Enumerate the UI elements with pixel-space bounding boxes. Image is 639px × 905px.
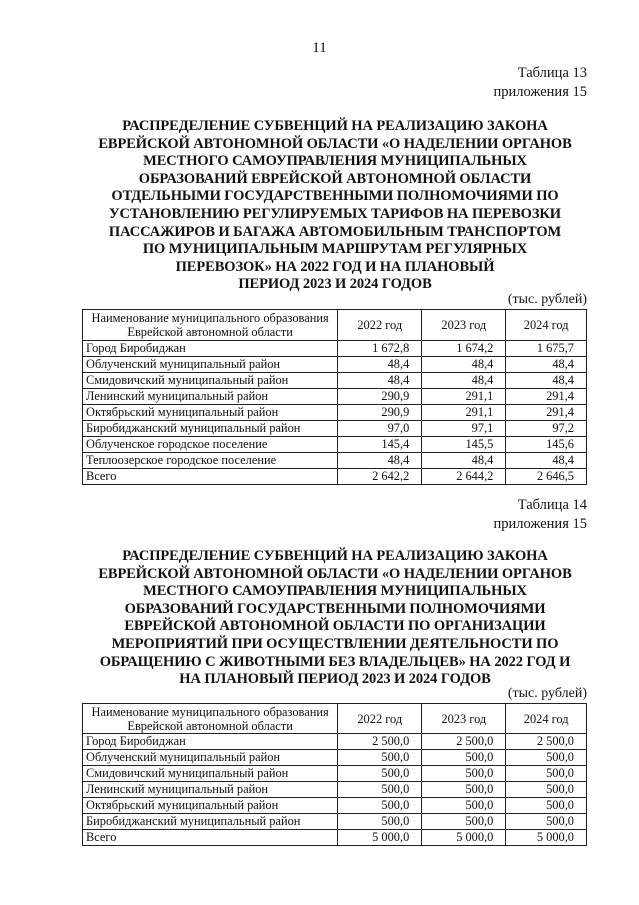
municipality-cell: Всего	[83, 830, 338, 846]
municipality-cell: Смидовичский муниципальный район	[83, 373, 338, 389]
value-2024: 48,4	[506, 373, 587, 389]
title-line: МЕСТНОГО САМОУПРАВЛЕНИЯ МУНИЦИПАЛЬНЫХ	[143, 583, 527, 600]
value-2022: 500,0	[338, 750, 422, 766]
value-2022: 2 500,0	[338, 734, 422, 750]
value-2022: 48,4	[338, 373, 422, 389]
table-row	[83, 782, 587, 798]
value-2024: 48,4	[506, 453, 587, 469]
value-2023: 145,5	[422, 437, 506, 453]
value-2024: 500,0	[506, 750, 587, 766]
value-2024: 500,0	[506, 782, 587, 798]
value-2023: 500,0	[422, 750, 506, 766]
table14-title	[80, 548, 590, 689]
header-2023: 2023 год	[422, 310, 506, 341]
value-2024: 500,0	[506, 798, 587, 814]
table-row	[83, 421, 587, 437]
municipality-cell: Смидовичский муниципальный район	[83, 766, 338, 782]
title-line: РАСПРЕДЕЛЕНИЕ СУБВЕНЦИЙ НА РЕАЛИЗАЦИЮ ЗАКОНА	[122, 548, 548, 564]
value-2022: 48,4	[338, 357, 422, 373]
title-line: ПАССАЖИРОВ И БАГАЖА АВТОМОБИЛЬНЫМ ТРАНСПОРТОМ	[108, 223, 562, 240]
table13-ref-line1: Таблица 13	[517, 65, 587, 81]
title-line: ПЕРЕВОЗОК» НА 2022 ГОД И НА ПЛАНОВЫЙ	[175, 258, 495, 275]
value-2023: 291,1	[422, 389, 506, 405]
table13-reference	[494, 64, 587, 102]
title-line: ЕВРЕЙСКОЙ АВТОНОМНОЙ ОБЛАСТИ «О НАДЕЛЕНИИ ОРГАНОВ	[98, 565, 572, 582]
table-row	[83, 469, 587, 485]
header-name	[83, 704, 338, 734]
title-line: РАСПРЕДЕЛЕНИЕ СУБВЕНЦИЙ НА РЕАЛИЗАЦИЮ ЗАКОНА	[122, 118, 548, 134]
table14	[82, 703, 587, 846]
value-2024: 2 500,0	[506, 734, 587, 750]
municipality-cell: Город Биробиджан	[83, 734, 338, 750]
title-line: УСТАНОВЛЕНИЮ РЕГУЛИРУЕМЫХ ТАРИФОВ НА ПЕРЕВОЗКИ	[108, 205, 561, 222]
table-row	[83, 389, 587, 405]
header-2022: 2022 год	[338, 310, 422, 341]
municipality-cell: Октябрьский муниципальный район	[83, 798, 338, 814]
table-row	[83, 453, 587, 469]
page-number: 11	[312, 40, 327, 56]
value-2022: 500,0	[338, 798, 422, 814]
municipality-cell: Облученский муниципальный район	[83, 750, 338, 766]
value-2024: 500,0	[506, 814, 587, 830]
table13-header-row	[83, 310, 587, 341]
value-2024: 500,0	[506, 766, 587, 782]
title-line: ОБРАЗОВАНИЙ ЕВРЕЙСКОЙ АВТОНОМНОЙ ОБЛАСТИ	[138, 170, 532, 187]
table-row	[83, 750, 587, 766]
value-2023: 97,1	[422, 421, 506, 437]
value-2022: 500,0	[338, 766, 422, 782]
value-2024: 5 000,0	[506, 830, 587, 846]
value-2022: 5 000,0	[338, 830, 422, 846]
title-line: ОТДЕЛЬНЫМИ ГОСУДАРСТВЕННЫМИ ПОЛНОМОЧИЯМИ ПО	[111, 188, 559, 205]
title-line: МЕРОПРИЯТИЙ ПРИ ОСУЩЕСТВЛЕНИИ ДЕЯТЕЛЬНОСТИ ПО	[111, 635, 559, 652]
value-2023: 500,0	[422, 782, 506, 798]
table13-title	[80, 118, 590, 294]
municipality-cell: Октябрьский муниципальный район	[83, 405, 338, 421]
header-name-line: Еврейской автономной области	[127, 718, 293, 733]
value-2022: 145,4	[338, 437, 422, 453]
title-line: ПЕРИОД 2023 И 2024 ГОДОВ	[238, 276, 432, 293]
table14-ref-line2: приложения 15	[493, 516, 587, 532]
municipality-cell: Облученский муниципальный район	[83, 357, 338, 373]
header-name	[83, 310, 338, 341]
value-2022: 290,9	[338, 405, 422, 421]
value-2022: 48,4	[338, 453, 422, 469]
table13-unit: (тыс. рублей)	[507, 292, 587, 307]
value-2023: 48,4	[422, 453, 506, 469]
header-2024: 2024 год	[506, 310, 587, 341]
municipality-cell: Биробиджанский муниципальный район	[83, 421, 338, 437]
value-2023: 48,4	[422, 373, 506, 389]
header-name-line: Наименование муниципального образования	[91, 704, 329, 719]
value-2023: 1 674,2	[422, 341, 506, 357]
value-2022: 500,0	[338, 814, 422, 830]
table-row	[83, 373, 587, 389]
municipality-cell: Облученское городское поселение	[83, 437, 338, 453]
value-2024: 1 675,7	[506, 341, 587, 357]
value-2024: 2 646,5	[506, 469, 587, 485]
title-line: ОБРАЗОВАНИЙ ГОСУДАРСТВЕННЫМИ ПОЛНОМОЧИЯМИ	[124, 600, 546, 617]
value-2022: 1 672,8	[338, 341, 422, 357]
table14-ref-line1: Таблица 14	[517, 497, 587, 513]
title-line: ОБРАЩЕНИЮ С ЖИВОТНЫМИ БЕЗ ВЛАДЕЛЬЦЕВ» НА 2022 ГОД И	[99, 653, 571, 670]
title-line: ЕВРЕЙСКОЙ АВТОНОМНОЙ ОБЛАСТИ ПО ОРГАНИЗАЦИИ	[124, 618, 546, 635]
table-row	[83, 830, 587, 846]
municipality-cell: Теплоозерское городское поселение	[83, 453, 338, 469]
table14-unit: (тыс. рублей)	[507, 686, 587, 701]
value-2023: 48,4	[422, 357, 506, 373]
title-line: ПО МУНИЦИПАЛЬНЫМ МАРШРУТАМ РЕГУЛЯРНЫХ	[142, 241, 528, 258]
value-2023: 2 500,0	[422, 734, 506, 750]
value-2023: 500,0	[422, 798, 506, 814]
municipality-cell: Ленинский муниципальный район	[83, 389, 338, 405]
table-row	[83, 405, 587, 421]
title-line: НА ПЛАНОВЫЙ ПЕРИОД 2023 И 2024 ГОДОВ	[179, 671, 491, 688]
table-row	[83, 766, 587, 782]
value-2023: 5 000,0	[422, 830, 506, 846]
table-row	[83, 437, 587, 453]
value-2022: 2 642,2	[338, 469, 422, 485]
table-row	[83, 798, 587, 814]
table-row	[83, 734, 587, 750]
value-2022: 290,9	[338, 389, 422, 405]
table-row	[83, 341, 587, 357]
title-line: МЕСТНОГО САМОУПРАВЛЕНИЯ МУНИЦИПАЛЬНЫХ	[143, 153, 527, 170]
value-2024: 291,4	[506, 405, 587, 421]
table13	[82, 309, 587, 485]
value-2023: 500,0	[422, 766, 506, 782]
value-2024: 145,6	[506, 437, 587, 453]
value-2022: 97,0	[338, 421, 422, 437]
header-name-line: Еврейской автономной области	[127, 325, 293, 339]
table13-ref-line2: приложения 15	[493, 84, 587, 100]
value-2023: 2 644,2	[422, 469, 506, 485]
header-name-line: Наименование муниципального образования	[91, 311, 329, 325]
value-2022: 500,0	[338, 782, 422, 798]
table-row	[83, 357, 587, 373]
header-2023: 2023 год	[422, 704, 506, 734]
table-row	[83, 814, 587, 830]
municipality-cell: Биробиджанский муниципальный район	[83, 814, 338, 830]
value-2024: 291,4	[506, 389, 587, 405]
municipality-cell: Город Биробиджан	[83, 341, 338, 357]
header-2024: 2024 год	[506, 704, 587, 734]
value-2024: 48,4	[506, 357, 587, 373]
header-2022: 2022 год	[338, 704, 422, 734]
table14-header-row	[83, 704, 587, 734]
value-2023: 500,0	[422, 814, 506, 830]
value-2024: 97,2	[506, 421, 587, 437]
municipality-cell: Всего	[83, 469, 338, 485]
table14-reference	[494, 496, 587, 534]
title-line: ЕВРЕЙСКОЙ АВТОНОМНОЙ ОБЛАСТИ «О НАДЕЛЕНИИ ОРГАНОВ	[98, 135, 572, 152]
municipality-cell: Ленинский муниципальный район	[83, 782, 338, 798]
value-2023: 291,1	[422, 405, 506, 421]
